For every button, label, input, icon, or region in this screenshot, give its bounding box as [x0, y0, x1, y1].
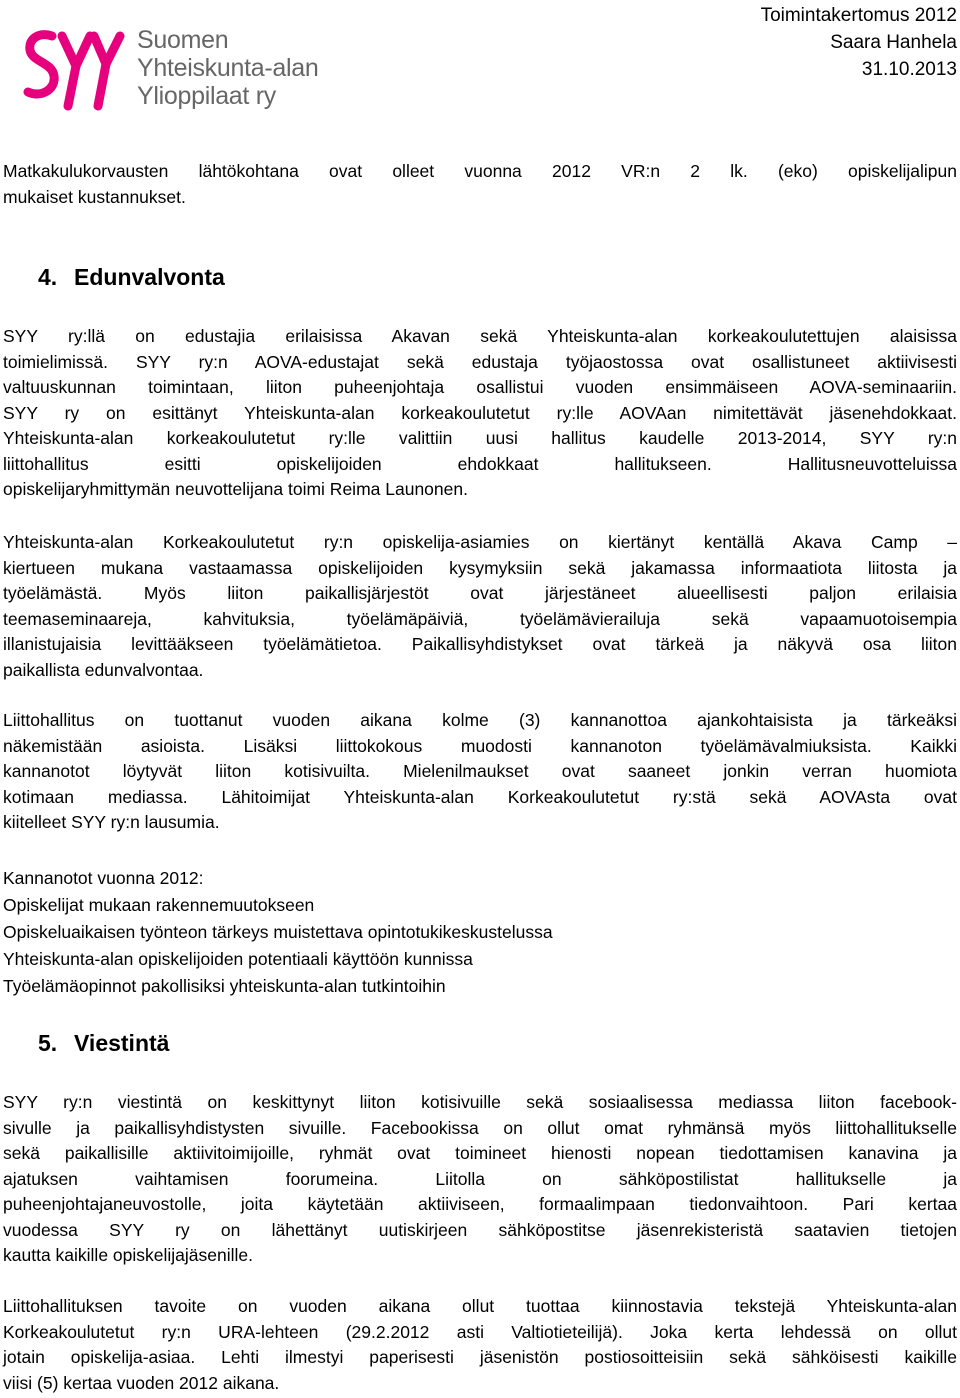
syy-logo	[22, 22, 332, 114]
logo-line-1: Suomen	[137, 26, 229, 54]
text-line: paikallista edunvalvontaa.	[3, 659, 204, 680]
statement-item: Opiskeluaikaisen työnteon tärkeys muistettava opintotukikeskustelussa	[3, 922, 553, 942]
text-line: SYY ry on esittänyt Yhteiskunta-alan korkeakoulutetut ry:lle AOVAan nimitettävät jäsenehdokkaat.	[3, 402, 957, 423]
text-line: näkemistään asioista. Lisäksi liittokokous muodosti kannanoton työelämävalmiuksista. Kaikki	[3, 735, 957, 756]
text-line: opiskelijaryhmittymän neuvottelijana toimi Reima Launonen.	[3, 479, 468, 499]
text-line: kotimaan mediassa. Lähitoimijat Yhteiskunta-alan Korkeakoulutetut ry:stä sekä AOVAsta ovat	[3, 786, 957, 807]
section-title: Viestintä	[74, 1030, 170, 1056]
section-heading-edunvalvonta	[38, 265, 225, 291]
text-line: viisi (5) kertaa vuoden 2012 aikana.	[3, 1372, 280, 1393]
text-line: sekä paikallisille aktiivitoimijoille, ryhmät ovat toimineet hienosti nopean tiedottamisen kanavina ja	[3, 1143, 957, 1163]
logo-line-2: Yhteiskunta-alan	[137, 54, 319, 82]
text-line: teemaseminaareja, kahvituksia, työelämäpäiviä, työelämävierailuja sekä vapaamuotoisempia	[3, 608, 957, 629]
syy-logo-mark-icon	[22, 22, 126, 114]
section-title: Edunvalvonta	[74, 264, 225, 290]
section-number: 4.	[38, 264, 58, 290]
text-line: Matkakulukorvausten lähtökohtana ovat olleet vuonna 2012 VR:n 2 lk. (eko) opiskelijalipun	[3, 161, 957, 181]
document-header-info	[761, 2, 957, 83]
text-line: työelämästä. Myös liiton paikallisjärjestöt ovat järjestäneet alueellisesti paljon erilaisia	[3, 583, 957, 603]
document-date: 31.10.2013	[861, 59, 957, 80]
text-line: vuodessa SYY ry on lähettänyt uutiskirjeen sähköpostitse jäsenrekisteristä saatavien tietojen	[3, 1219, 957, 1240]
text-line: SYY ry:llä on edustajia erilaisissa Akavan sekä Yhteiskunta-alan korkeakoulutettujen alaisissa	[3, 326, 957, 346]
text-line: Liittohallitus on tuottanut vuoden aikana kolme (3) kannanottoa ajankohtaisista ja tärkeäksi	[3, 710, 957, 730]
text-line: kannanotot löytyvät liiton kotisivuilta. Mielenilmaukset ovat saaneet jonkin verran huomiota	[3, 761, 957, 781]
document-author: Saara Hanhela	[830, 32, 957, 53]
statement-item: Työelämäopinnot pakollisiksi yhteiskunta-alan tutkintoihin	[3, 976, 446, 996]
text-line: ajatuksen vaihtamisen foorumeina. Liitolla on sähköpostilistat hallitukselle ja	[3, 1168, 957, 1189]
text-line: mukaiset kustannukset.	[3, 186, 186, 207]
text-line: kautta kaikille opiskelijajäsenille.	[3, 1245, 253, 1265]
statement-item: Yhteiskunta-alan opiskelijoiden potentiaali käyttöön kunnissa	[3, 949, 473, 969]
text-line: Liittohallituksen tavoite on vuoden aikana ollut tuottaa kiinnostavia tekstejä Yhteiskunta-alan	[3, 1296, 957, 1316]
paragraph-edunvalvonta-1	[3, 324, 957, 503]
text-line: puheenjohtajaneuvostolle, joita käytetään aktiiviseen, formaalimpaan tiedonvaihtoon. Pari kertaa	[3, 1194, 957, 1214]
statement-item: Opiskelijat mukaan rakennemuutokseen	[3, 895, 315, 915]
text-line: toimielimissä. SYY ry:n AOVA-edustajat sekä edustaja työjaostossa ovat osallistuneet aktiivisesti	[3, 351, 957, 372]
paragraph-viestinta-1	[3, 1090, 957, 1269]
statements-heading: Kannanotot vuonna 2012:	[3, 868, 204, 888]
section-heading-viestinta	[38, 1031, 169, 1057]
text-line: Yhteiskunta-alan Korkeakoulutetut ry:n opiskelija-asiamies on kiertänyt kentällä Akava Camp –	[3, 532, 957, 552]
paragraph-viestinta-2	[3, 1294, 957, 1396]
text-line: Korkeakoulutetut ry:n URA-lehteen (29.2.2012 asti Valtiotieteilijä). Joka kerta lehdessä on ollut	[3, 1321, 957, 1342]
paragraph-edunvalvonta-3	[3, 708, 957, 836]
text-line: SYY ry:n viestintä on keskittynyt liiton kotisivuille sekä sosiaalisessa mediassa liiton facebook-	[3, 1092, 957, 1112]
text-line: liittohallitus esitti opiskelijoiden ehdokkaat hallitukseen. Hallitusneuvotteluissa	[3, 453, 957, 474]
intro-paragraph	[3, 159, 957, 210]
logo-line-3: Ylioppilaat ry	[137, 82, 276, 110]
statements-list	[3, 865, 957, 1000]
document-title: Toimintakertomus 2012	[760, 5, 957, 26]
text-line: kiertueen mukana vastaamassa opiskelijoiden kysymyksiin sekä jakamassa informaatiota liitosta ja	[3, 557, 957, 578]
section-number: 5.	[38, 1030, 58, 1056]
text-line: sivulle ja paikallisyhdistysten sivuille. Facebookissa on ollut omat ryhmänsä myös liittohallitukselle	[3, 1117, 957, 1138]
text-line: kiitelleet SYY ry:n lausumia.	[3, 812, 220, 832]
text-line: Yhteiskunta-alan korkeakoulutetut ry:lle valittiin uusi hallitus kaudelle 2013-2014, SYY ry:n	[3, 428, 957, 448]
text-line: jotain opiskelija-asiaa. Lehti ilmestyi paperisesti jäsenistön postiosoitteisiin sekä sähköisesti kaikille	[3, 1347, 957, 1367]
text-line: valtuuskunnan toimintaan, liiton puheenjohtaja osallistui vuoden ensimmäiseen AOVA-seminaariin.	[3, 377, 957, 397]
paragraph-edunvalvonta-2	[3, 530, 957, 683]
logo-wordmark	[137, 26, 318, 110]
text-line: illanistujaisia levittääkseen työelämätietoa. Paikallisyhdistykset ovat tärkeä ja näkyvä osa liiton	[3, 634, 957, 654]
